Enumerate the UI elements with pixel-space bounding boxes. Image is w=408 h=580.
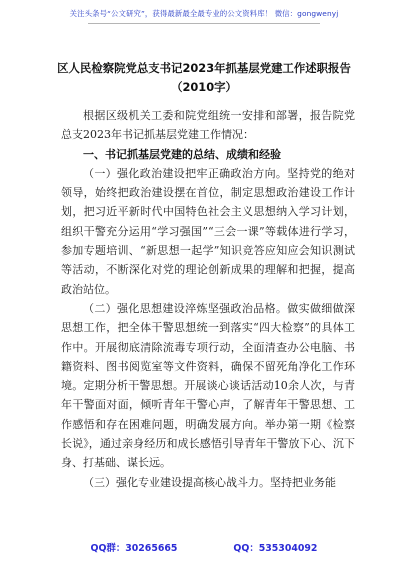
body-paragraph-professional: （三）强化专业建设提高核心战斗力。坚持把业务能: [83, 475, 336, 489]
footer-qq-number: QQ：535304092: [233, 543, 318, 554]
header-divider: [88, 23, 320, 24]
document-word-count: （2010字）: [171, 80, 237, 94]
footer-contact: [0, 540, 408, 554]
footer-qq-group: QQ群：30265665: [90, 543, 178, 554]
header-promo-banner: 关注头条号“公文研究”，获得最新最全最专业的公文资料库！ 微信：gongwenyj: [69, 9, 339, 18]
body-paragraph-ideological: （二）强化思想建设淬炼坚强政治品格。做实做细做深思想工作，把全体干警思想统一到落实“四大检察”的具体工作中。开展彻底清除流毒专项行动，全面清查办公电脑、书籍资料、图书阅览室等文件资料，确保不留死角净化工作环境。定期分析干警思想。开展谈心谈话活动10余人次，与青年干警面对面，倾听青年干警心声，了解青年干警思想、工作感悟和存在困难问题，明确发展方向。举办第一期《检察长说》，通过亲身经历和成长感悟引导青年干警放下心、沉下身、打基础、谋长远。: [61, 301, 355, 470]
document-body: [61, 106, 355, 492]
document-title: 区人民检察院党总支书记2023年抓基层党建工作述职报告: [57, 61, 351, 75]
body-paragraph-political: （一）强化政治建设把牢正确政治方向。坚持党的绝对领导，始终把政治建设摆在首位，制定思想政治建设工作计划，把习近平新时代中国特色社会主义思想纳入学习计划，组织干警充分运用“学习强国”“三会一课”等载体进行学习，参加专题培训、“新思想一起学”知识竞答应知应会知识测试等活动，不断深化对党的理论创新成果的理解和把握，提高政治站位。: [61, 166, 355, 296]
section-heading: 一、书记抓基层党建的总结、成绩和经验: [83, 147, 281, 161]
intro-paragraph: 根据区级机关工委和院党组统一安排和部署，报告院党总支2023年书记抓基层党建工作情况：: [61, 109, 355, 142]
